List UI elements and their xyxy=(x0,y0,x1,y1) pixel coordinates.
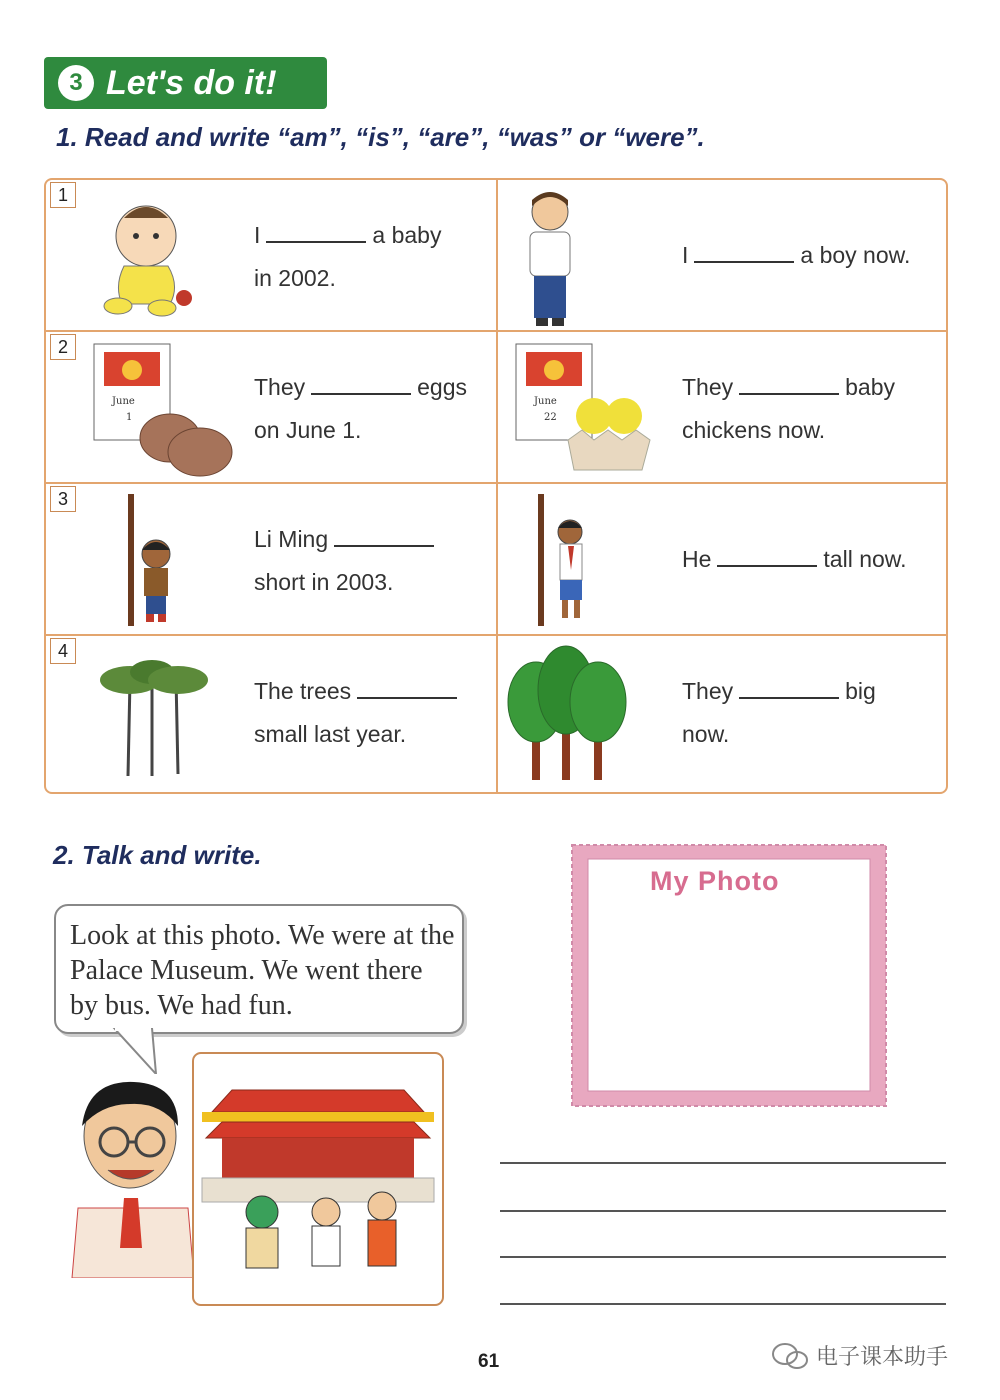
exercise1-heading: 1. Read and write “am”, “is”, “are”, “was” or “were”. xyxy=(56,122,705,152)
sentence-text: short in 2003. xyxy=(254,569,394,595)
small-trees-illustration xyxy=(90,650,220,780)
sentence-2b xyxy=(682,366,895,452)
answer-blank[interactable] xyxy=(739,375,839,395)
cell-big-trees xyxy=(498,636,948,788)
watermark xyxy=(770,1340,948,1371)
sentence-text: They xyxy=(254,374,306,400)
writing-line[interactable] xyxy=(500,1162,946,1164)
sentence-text: They xyxy=(682,374,734,400)
speech-bubble-text: Look at this photo. We were at the Palace Museum. We went there by bus. We had fun. xyxy=(70,920,455,1021)
page-number: 61 xyxy=(478,1351,500,1372)
answer-blank[interactable] xyxy=(266,223,366,243)
row-number: 1 xyxy=(50,182,76,208)
exercise2-heading: 2. Talk and write. xyxy=(53,840,262,870)
cell-chickens xyxy=(498,332,948,484)
sentence-text: He xyxy=(682,546,712,572)
sentence-3a xyxy=(254,518,440,604)
sentence-4a xyxy=(254,670,463,756)
answer-blank[interactable] xyxy=(739,679,839,699)
calendar-chicks-illustration xyxy=(512,340,662,478)
calendar-month: June xyxy=(112,396,135,407)
sentence-1a xyxy=(254,214,441,300)
calendar-eggs-illustration xyxy=(90,340,240,478)
row-number: 4 xyxy=(50,638,76,664)
sentence-text: The trees xyxy=(254,678,352,704)
cell-li-ming-short xyxy=(46,484,496,636)
sentence-text: now. xyxy=(682,721,730,747)
tall-boy-illustration xyxy=(534,490,604,630)
speech-bubble xyxy=(54,904,464,1034)
sentence-text: baby xyxy=(845,374,896,400)
writing-line[interactable] xyxy=(500,1256,946,1258)
exercise-row-1 xyxy=(46,180,946,332)
exercise1-grid xyxy=(44,178,948,794)
boy-illustration xyxy=(514,188,586,328)
sentence-text: tall now. xyxy=(823,546,907,572)
sentence-text: They xyxy=(682,678,734,704)
sentence-4b xyxy=(682,670,876,756)
exercise-row-4 xyxy=(46,636,946,788)
palace-museum-photo xyxy=(192,1052,444,1306)
calendar-day: 22 xyxy=(544,412,557,423)
answer-blank[interactable] xyxy=(717,547,817,567)
sentence-text: a baby xyxy=(372,222,442,248)
row-number: 3 xyxy=(50,486,76,512)
cell-small-trees xyxy=(46,636,496,788)
sentence-text: small last year. xyxy=(254,721,407,747)
writing-line[interactable] xyxy=(500,1210,946,1212)
exercise-row-3 xyxy=(46,484,946,636)
my-photo-label: My Photo xyxy=(650,866,780,896)
section-number: 3 xyxy=(58,65,94,101)
short-boy-illustration xyxy=(124,490,184,630)
sentence-text: Li Ming xyxy=(254,526,329,552)
cell-eggs xyxy=(46,332,496,484)
writing-line[interactable] xyxy=(500,1303,946,1305)
big-trees-illustration xyxy=(502,640,632,784)
speech-bubble-tail xyxy=(112,1028,162,1074)
sentence-text: a boy now. xyxy=(800,242,911,268)
answer-blank[interactable] xyxy=(694,243,794,263)
cell-boy xyxy=(498,180,948,332)
cell-baby xyxy=(46,180,496,332)
answer-blank[interactable] xyxy=(334,527,434,547)
sentence-text: big xyxy=(845,678,876,704)
baby-illustration xyxy=(94,196,204,318)
answer-blank[interactable] xyxy=(357,679,457,699)
wechat-icon xyxy=(770,1341,810,1371)
cell-he-tall xyxy=(498,484,948,636)
section-banner xyxy=(44,57,327,109)
row-number: 2 xyxy=(50,334,76,360)
sentence-text: on June 1. xyxy=(254,417,362,443)
sentence-text: chickens now. xyxy=(682,417,826,443)
sentence-1b xyxy=(682,234,910,277)
exercise-row-2 xyxy=(46,332,946,484)
sentence-text: I xyxy=(254,222,261,248)
sentence-text: in 2002. xyxy=(254,265,336,291)
section-title: Let's do it! xyxy=(106,63,277,102)
answer-blank[interactable] xyxy=(311,375,411,395)
calendar-month: June xyxy=(534,396,557,407)
sentence-3b xyxy=(682,538,907,581)
boy-with-glasses-illustration xyxy=(68,1078,198,1278)
watermark-text: 电子课本助手 xyxy=(816,1345,949,1370)
calendar-day: 1 xyxy=(126,412,133,423)
sentence-text: I xyxy=(682,242,689,268)
sentence-2a xyxy=(254,366,467,452)
sentence-text: eggs xyxy=(417,374,468,400)
